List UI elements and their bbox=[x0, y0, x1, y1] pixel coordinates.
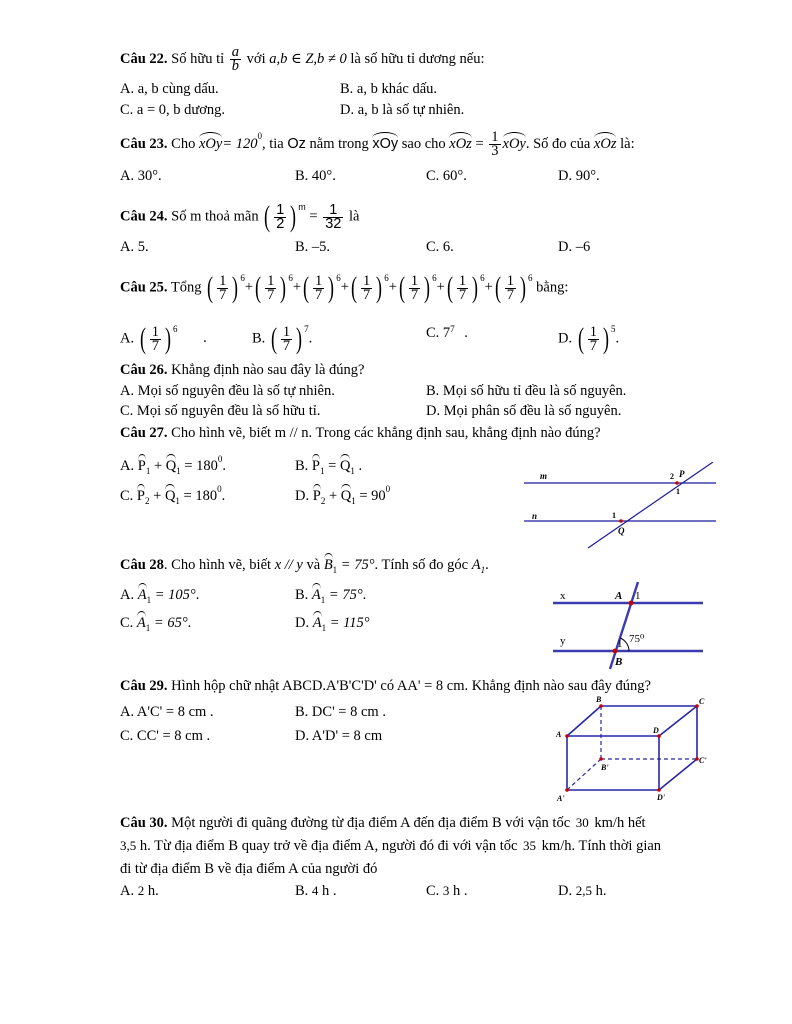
q28-label-y: y bbox=[560, 635, 566, 647]
q30-option-d[interactable]: D. 2,5 h. bbox=[558, 883, 607, 899]
q24-rhs: $\frac{1}{32}$ bbox=[325, 201, 342, 232]
q27-angle-p1: 1 bbox=[676, 487, 680, 496]
q29-label-a1: A' bbox=[557, 794, 565, 803]
q27-option-d[interactable]: D. $P_2 + Q_1 = 90^0$ bbox=[295, 484, 391, 506]
q29-option-b[interactable]: B. DC' = 8 cm . bbox=[295, 704, 386, 720]
q29-condition: AA' = 8 cm bbox=[396, 678, 465, 694]
q27-point-p bbox=[675, 481, 679, 485]
q22-option-a[interactable]: A. a, b cùng dấu. bbox=[120, 81, 219, 97]
q27-angle-q1: 1 bbox=[612, 511, 616, 520]
q29-label-d1: D' bbox=[657, 793, 665, 802]
q25-term: ( $\frac{1}{7}$ ) bbox=[207, 271, 239, 304]
q24-option-c[interactable]: C. 6. bbox=[426, 239, 454, 255]
q25-sum: ( $\frac{1}{7}$ ) $^6$+ ( $\frac{1}{7}$ ) $^6$+ ( $\frac{1}{7}$ ) $^6$+ ( $\frac{1}{7}$ ) $^6$+ ( $\frac{1}{7}$ ) $^6$+ ( $\frac{1}{7}$ ) $^6$+ ( $\frac{1}{7}$ ) $^6$ bbox=[207, 271, 533, 304]
q30-line-1: Câu 30. Một người đi quãng đường từ địa điểm A đến địa điểm B với vận tốc 30 km/h hết bbox=[120, 815, 646, 831]
q30-option-c[interactable]: C. 3 h . bbox=[426, 883, 468, 899]
q27-option-c[interactable]: C. $P_2 + Q_1 = 180^0$. bbox=[120, 484, 226, 506]
q28-option-b[interactable]: B. $A_1 = 75^\circ$. bbox=[295, 583, 366, 609]
q22-label: Câu 22. bbox=[120, 50, 168, 67]
q28-option-c[interactable]: C. $A_1 = 65^\circ$. bbox=[120, 611, 191, 637]
q28-label-b: B bbox=[615, 656, 623, 668]
q29-label-d: D bbox=[653, 726, 659, 735]
q30-line-2: 3,5 h. Từ địa điểm B quay trở về địa điểm A, người đó đi với vận tốc 35 km/h. Tính thời gian bbox=[120, 838, 662, 854]
q24-option-a[interactable]: A. 5. bbox=[120, 239, 149, 255]
q25-term: ( $\frac{1}{7}$ ) bbox=[446, 271, 479, 304]
q26-option-a[interactable]: A. Mọi số nguyên đều là số tự nhiên. bbox=[120, 383, 335, 399]
q28-label-b1: 1 bbox=[617, 638, 623, 650]
q25-term: ( $\frac{1}{7}$ ) bbox=[255, 271, 287, 304]
q28-label-x: x bbox=[560, 590, 566, 602]
q29-label-c1: C' bbox=[699, 756, 707, 765]
q25-plus: + bbox=[244, 279, 254, 296]
q26-stem: Câu 26. Khẳng định nào sau đây là đúng? bbox=[120, 362, 365, 378]
q22-stem: Câu 22. Số hữu tỉ $\frac{a}{b}$ với a,b ∈ Z,b ≠ 0 là số hữu tỉ dương nếu: bbox=[120, 44, 485, 74]
q23-option-b[interactable]: B. 40°. bbox=[295, 168, 336, 184]
q27-option-b[interactable]: B. $P_1 = Q_1$ . bbox=[295, 454, 362, 480]
q28-figure bbox=[553, 580, 705, 670]
q22-fraction: $\frac{a}{b}$ bbox=[231, 44, 240, 74]
q26-option-c[interactable]: C. Mọi số nguyên đều là số hữu tỉ. bbox=[120, 403, 321, 419]
q27-label-m: m bbox=[540, 471, 548, 481]
q29-label: Câu 29. bbox=[120, 678, 168, 694]
q28-point-a bbox=[629, 601, 634, 606]
q28-label-a1: 1 bbox=[635, 590, 641, 602]
q25-option-a[interactable]: A. ( $\frac{1}{7}$ ) $^6$ . bbox=[120, 322, 207, 355]
q25-term: ( $\frac{1}{7}$ ) bbox=[350, 271, 383, 304]
q30-option-a[interactable]: A. 2 h. bbox=[120, 883, 159, 899]
q23-angle-xoy: xOy bbox=[199, 132, 222, 153]
q26-label: Câu 26. bbox=[120, 362, 168, 378]
q24-power: ( $\frac{1}{2}$ ) bbox=[264, 200, 297, 233]
q29-option-d[interactable]: D. A'D' = 8 cm bbox=[295, 728, 383, 744]
q27-label-n: n bbox=[532, 511, 538, 521]
q25-plus: + bbox=[388, 279, 397, 296]
q29-figure bbox=[553, 693, 713, 805]
q24-option-b[interactable]: B. –5. bbox=[295, 239, 331, 255]
q25-plus: + bbox=[340, 279, 349, 296]
q23-label: Câu 23. bbox=[120, 135, 168, 152]
q29-label-a: A bbox=[556, 730, 562, 739]
q22-option-c[interactable]: C. a = 0, b dương. bbox=[120, 102, 226, 118]
q29-label-b: B bbox=[596, 695, 602, 704]
q27-condition: m // n bbox=[274, 425, 309, 441]
q23-ray: Oz bbox=[287, 135, 306, 152]
q29-option-a[interactable]: A. A'C' = 8 cm . bbox=[120, 704, 214, 720]
q30-option-b[interactable]: B. 4 h . bbox=[295, 883, 337, 899]
q26-option-d[interactable]: D. Mọi phân số đều là số nguyên. bbox=[426, 403, 622, 419]
q25-plus: + bbox=[484, 279, 493, 296]
q27-angle-p2: 2 bbox=[670, 472, 674, 481]
q23-option-c[interactable]: C. 60°. bbox=[426, 168, 467, 184]
q29-label-b1: B' bbox=[601, 763, 609, 772]
q26-option-b[interactable]: B. Mọi số hữu tỉ đều là số nguyên. bbox=[426, 383, 627, 399]
q25-term: ( $\frac{1}{7}$ ) bbox=[303, 271, 335, 304]
q24-option-d[interactable]: D. –6 bbox=[558, 239, 591, 255]
q29-label-c: C bbox=[699, 697, 705, 706]
q25-plus: + bbox=[436, 279, 445, 296]
q29-stem: Câu 29. Hình hộp chữ nhật ABCD.A'B'C'D' có AA' = 8 cm. Khẳng định nào sau đây đúng? bbox=[120, 678, 651, 694]
q23-option-d[interactable]: D. 90°. bbox=[558, 168, 600, 184]
q25-term: ( $\frac{1}{7}$ ) bbox=[494, 271, 527, 304]
q27-figure bbox=[520, 462, 720, 550]
q22-condition: a,b ∈ Z,b ≠ 0 bbox=[269, 50, 347, 67]
q24-stem: Câu 24. Số m thoả mãn ( $\frac{1}{2}$ ) $^m$ = $\frac{1}{32}$ là bbox=[120, 200, 360, 233]
q28-label: Câu 28 bbox=[120, 557, 164, 573]
q25-option-c[interactable]: C. $7^7$ . bbox=[426, 324, 468, 341]
q23-option-a[interactable]: A. 30°. bbox=[120, 168, 162, 184]
q25-stem: Câu 25. Tổng ( $\frac{1}{7}$ ) $^6$+ ( $\frac{1}{7}$ ) $^6$+ ( $\frac{1}{7}$ ) $^6$+ ( $\frac{1}{7}$ ) $^6$+ ( $\frac{1}{7}$ ) $^6$+ ( $\frac{1}{7}$ ) $^6$+ ( $\frac{1}{7}$ ) $^6$ bằng: bbox=[120, 271, 569, 304]
q25-option-d[interactable]: D. ( $\frac{1}{7}$ ) $^5$. bbox=[558, 322, 620, 355]
q28-option-d[interactable]: D. $A_1 = 115^\circ$ bbox=[295, 611, 370, 637]
q29-option-c[interactable]: C. CC' = 8 cm . bbox=[120, 728, 211, 744]
q30-label: Câu 30. bbox=[120, 815, 168, 831]
q22-text: Số hữu tỉ bbox=[171, 50, 225, 67]
q22-option-b[interactable]: B. a, b khác dấu. bbox=[340, 81, 438, 97]
q25-plus: + bbox=[292, 279, 302, 296]
q23-fraction: $\frac{1}{3}$ bbox=[491, 129, 499, 159]
q30-line-3: đi từ địa điểm B về địa điểm A của người đó bbox=[120, 861, 378, 877]
q28-label-a: A bbox=[615, 590, 623, 602]
q25-option-b[interactable]: B. ( $\frac{1}{7}$ ) $^7$. bbox=[252, 322, 313, 355]
q23-stem: Câu 23. Cho $xOy= 120^0$, tia Oz nằm trong xOy sao cho xOz = $\frac{1}{3}$ xOy. Số đo của xOz là: bbox=[120, 129, 635, 159]
q25-term: ( $\frac{1}{7}$ ) bbox=[398, 271, 431, 304]
q28-stem: Câu 28. Cho hình vẽ, biết x // y và $B_1 = 75^\circ$. Tính số đo góc $A_1$. bbox=[120, 553, 489, 579]
q27-stem: Câu 27. Cho hình vẽ, biết m // n. Trong các khẳng định sau, khẳng định nào đúng? bbox=[120, 425, 601, 441]
q27-label-p: P bbox=[679, 469, 685, 479]
q27-transversal bbox=[588, 462, 713, 548]
q27-point-q bbox=[619, 519, 623, 523]
q22-option-d[interactable]: D. a, b là số tự nhiên. bbox=[340, 102, 465, 118]
q24-label: Câu 24. bbox=[120, 208, 168, 225]
q27-label-q: Q bbox=[618, 526, 625, 536]
q25-label: Câu 25. bbox=[120, 279, 168, 296]
q28-condition: x // y bbox=[274, 557, 303, 573]
q27-label: Câu 27. bbox=[120, 425, 168, 441]
q28-option-a[interactable]: A. $A_1 = 105^\circ$. bbox=[120, 583, 199, 609]
q28-angle-value: 75⁰ bbox=[629, 633, 645, 645]
q27-option-a[interactable]: A. $P_1 + Q_1 = 180^0$. bbox=[120, 454, 227, 476]
